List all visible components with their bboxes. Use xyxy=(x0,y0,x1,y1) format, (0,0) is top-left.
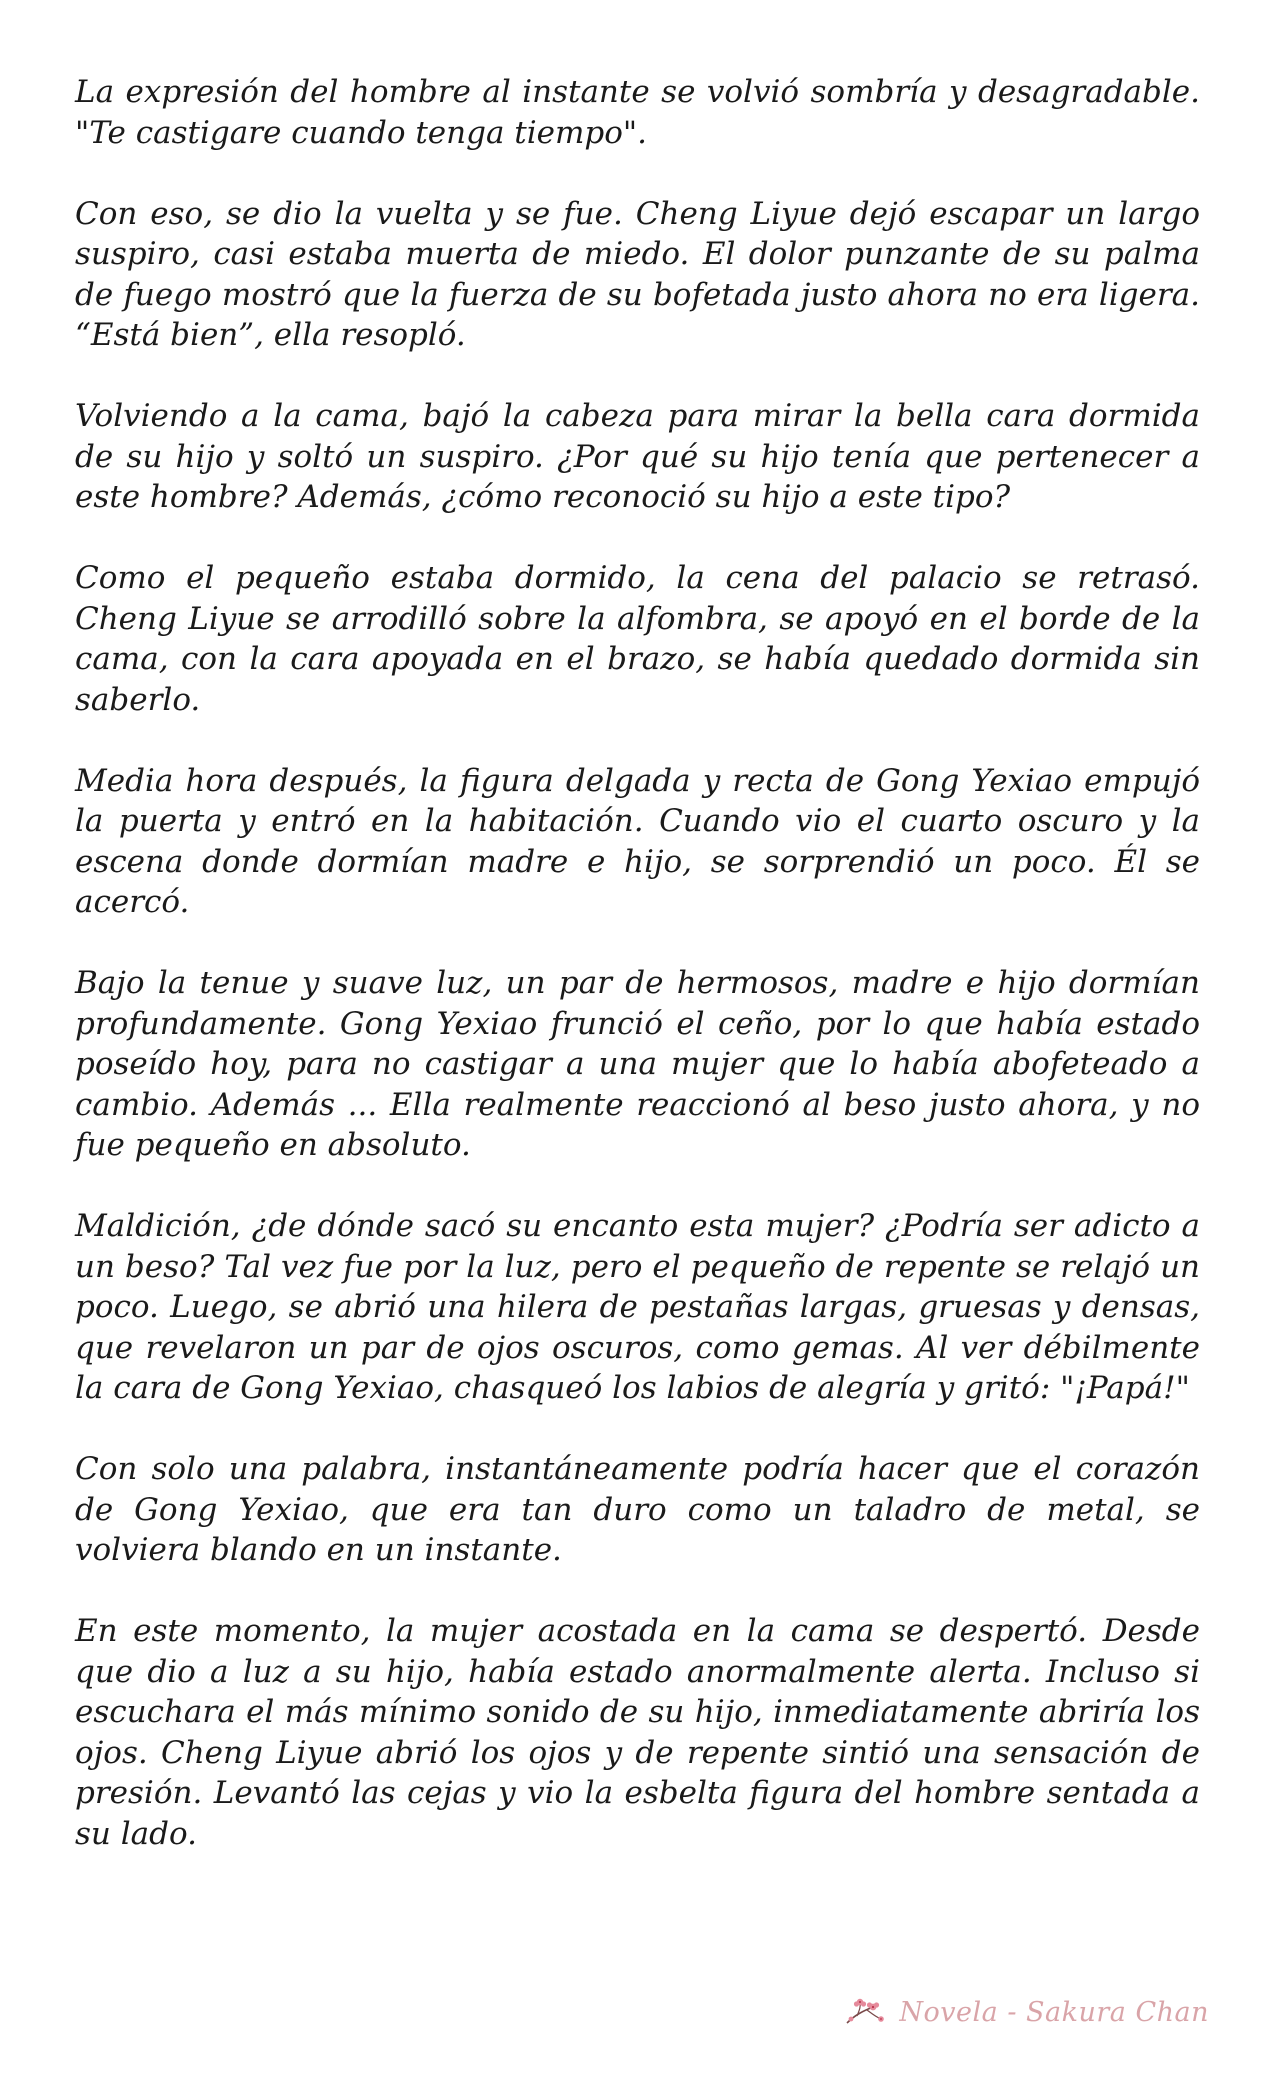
paragraph-1: La expresión del hombre al instante se volvió sombría y desagradable. "Te castigare cuando tenga tiempo". xyxy=(75,74,1200,151)
paragraph-4: Como el pequeño estaba dormido, la cena del palacio se retrasó. Cheng Liyue se arrodilló sobre la alfombra, se apoyó en el borde de la cama, con la cara apoyada en el brazo, se había quedado dormida sin saberlo. xyxy=(75,560,1200,718)
paragraph-2: Con eso, se dio la vuelta y se fue. Cheng Liyue dejó escapar un largo suspiro, casi estaba muerta de miedo. El dolor punzante de su palma de fuego mostró que la fuerza de su bofetada justo ahora no era ligera. “Está bien”, ella resopló. xyxy=(75,195,1200,353)
cherry-blossom-icon xyxy=(843,1993,887,2031)
document-body xyxy=(75,72,1200,1895)
paragraph-7: Maldición, ¿de dónde sacó su encanto esta mujer? ¿Podría ser adicto a un beso? Tal vez fue por la luz, pero el pequeño de repente se relajó un poco. Luego, se abrió una hilera de pestañas largas, gruesas y densas, que revelaron un par de ojos oscuros, como gemas. Al ver débilmente la cara de Gong Yexiao, chasqueó los labios de alegría y gritó: "¡Papá!" xyxy=(75,1208,1200,1406)
watermark xyxy=(843,1993,1209,2031)
watermark-text: Novela - Sakura Chan xyxy=(899,1996,1209,2028)
paragraph-8: Con solo una palabra, instantáneamente podría hacer que el corazón de Gong Yexiao, que era tan duro como un taladro de metal, se volviera blando en un instante. xyxy=(75,1451,1200,1568)
paragraph-9: En este momento, la mujer acostada en la cama se despertó. Desde que dio a luz a su hijo, había estado anormalmente alerta. Incluso si escuchara el más mínimo sonido de su hijo, inmediatamente abriría los ojos. Cheng Liyue abrió los ojos y de repente sintió una sensación de presión. Levantó las cejas y vio la esbelta figura del hombre sentada a su lado. xyxy=(75,1613,1200,1852)
paragraph-3: Volviendo a la cama, bajó la cabeza para mirar la bella cara dormida de su hijo y soltó un suspiro. ¿Por qué su hijo tenía que pertenecer a este hombre? Además, ¿cómo reconoció su hijo a este tipo? xyxy=(75,398,1200,515)
paragraph-5: Media hora después, la figura delgada y recta de Gong Yexiao empujó la puerta y entró en la habitación. Cuando vio el cuarto oscuro y la escena donde dormían madre e hijo, se sorprendió un poco. Él se acercó. xyxy=(75,762,1200,920)
paragraph-6: Bajo la tenue y suave luz, un par de hermosos, madre e hijo dormían profundamente. Gong Yexiao frunció el ceño, por lo que había estado poseído hoy, para no castigar a una mujer que lo había abofeteado a cambio. Además ... Ella realmente reaccionó al beso justo ahora, y no fue pequeño en absoluto. xyxy=(75,965,1200,1163)
